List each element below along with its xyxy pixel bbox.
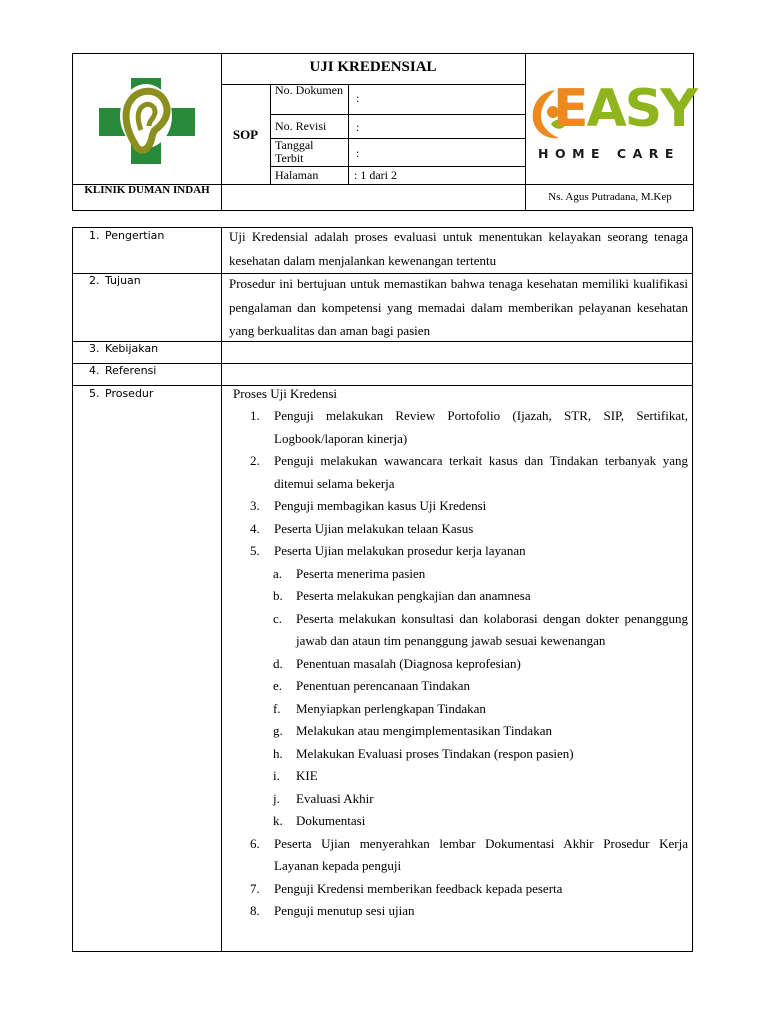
easy-home-care-logo [529, 79, 696, 164]
logo-wordmark-rest: ASY [586, 79, 696, 139]
section-label-kebijakan: 3. Kebijakan [89, 342, 159, 355]
field-value-document-number: : [356, 91, 360, 105]
procedure-step: 6. Peserta Ujian menyerahkan lembar Dokumentasi Akhir Prosedur Kerja Layanan kepada penguji [250, 835, 688, 873]
logo-wordmark-first-letter: E [553, 79, 587, 139]
procedure-substep: d. Penentuan masalah (Diagnosa keprofesian) [273, 655, 521, 671]
procedure-substep: f. Menyiapkan perlengkapan Tindakan [273, 700, 486, 716]
clinic-cross-logo-icon [97, 76, 197, 168]
procedure-substep: e. Penentuan perencanaan Tindakan [273, 678, 471, 693]
table-row-divider [73, 363, 692, 364]
field-label-revision: No. Revisi [275, 119, 327, 133]
procedure-step: 2. Penguji melakukan wawancara terkait kasus dan Tindakan terbanyak yang ditemui selama bekerja [250, 453, 688, 491]
procedure-step: 4. Peserta Ujian melakukan telaan Kasus [250, 520, 474, 536]
header-divider [525, 54, 526, 210]
sop-content-table [72, 227, 693, 952]
section-label-referensi: 4. Referensi [89, 364, 157, 377]
procedure-substep: i. KIE [273, 768, 318, 783]
sop-label: SOP [232, 127, 259, 142]
procedure-step: 5. Peserta Ujian melakukan prosedur kerja layanan [250, 543, 526, 558]
procedure-steps [233, 405, 688, 923]
header-divider [270, 84, 271, 184]
procedure-substep: c. Peserta melakukan konsultasi dan kolaborasi dengan dokter penanggung jawab dan ataun tim penanggung jawab sesuai kewenangan [273, 610, 688, 648]
document-title: UJI KREDENSIAL [309, 59, 437, 75]
logo-wordmark [553, 74, 696, 144]
procedure-substep: h. Melakukan Evaluasi proses Tindakan (respon pasien) [273, 745, 574, 761]
procedure-substep: k. Dokumentasi [273, 813, 366, 828]
procedure-step: 3. Penguji membagikan kasus Uji Kredensi [250, 498, 487, 513]
field-value-revision: : [356, 120, 360, 134]
procedure-step: 7. Penguji Kredensi memberikan feedback kepada peserta [250, 880, 563, 896]
section-content-tujuan: Prosedur ini bertujuan untuk memastikan bahwa tenaga kesehatan memiliki kualifikasi pengalaman dan kompetensi yang memadai dalam memberikan pelayanan kesehatan yang berkualitas dan aman bagi pasien [229, 276, 688, 338]
field-label-document-number: No. Dokumen [275, 83, 343, 97]
table-column-divider [221, 228, 222, 951]
field-value-page: : 1 dari 2 [354, 168, 397, 182]
document-header [72, 53, 694, 211]
field-label-issue-date: Tanggal Terbit [275, 138, 314, 165]
procedure-substep: g. Melakukan atau mengimplementasikan Tindakan [273, 723, 552, 738]
field-value-issue-date: : [356, 146, 360, 160]
signatory-name: Ns. Agus Putradana, M.Kep [548, 191, 672, 203]
procedure-step: 8. Penguji menutup sesi ujian [250, 903, 415, 918]
procedure-substep: b. Peserta melakukan pengkajian dan anamnesa [273, 588, 531, 603]
header-divider [270, 114, 525, 115]
header-divider [348, 84, 349, 184]
section-content-pengertian: Uji Kredensial adalah proses evaluasi untuk menentukan kelayakan seorang tenaga kesehatan dalam menjalankan kewenangan tertentu [229, 229, 688, 268]
field-label-page: Halaman [275, 168, 319, 182]
procedure-substep: j. Evaluasi Akhir [273, 790, 374, 806]
procedure-substep: a. Peserta menerima pasien [273, 565, 426, 581]
procedure-step: 1. Penguji melakukan Review Portofolio (Ijazah, STR, SIP, Sertifikat, Logbook/laporan kinerja) [250, 408, 688, 446]
header-divider [270, 166, 525, 167]
clinic-name: KLINIK DUMAN INDAH [84, 184, 210, 196]
procedure-intro: Proses Uji Kredensi [233, 386, 337, 401]
logo-tagline: HOME CARE [538, 146, 680, 161]
section-label-pengertian: 1. Pengertian [89, 229, 165, 242]
section-label-prosedur: 5. Prosedur [89, 387, 154, 400]
section-label-tujuan: 2. Tujuan [89, 274, 141, 287]
header-divider [221, 84, 525, 85]
